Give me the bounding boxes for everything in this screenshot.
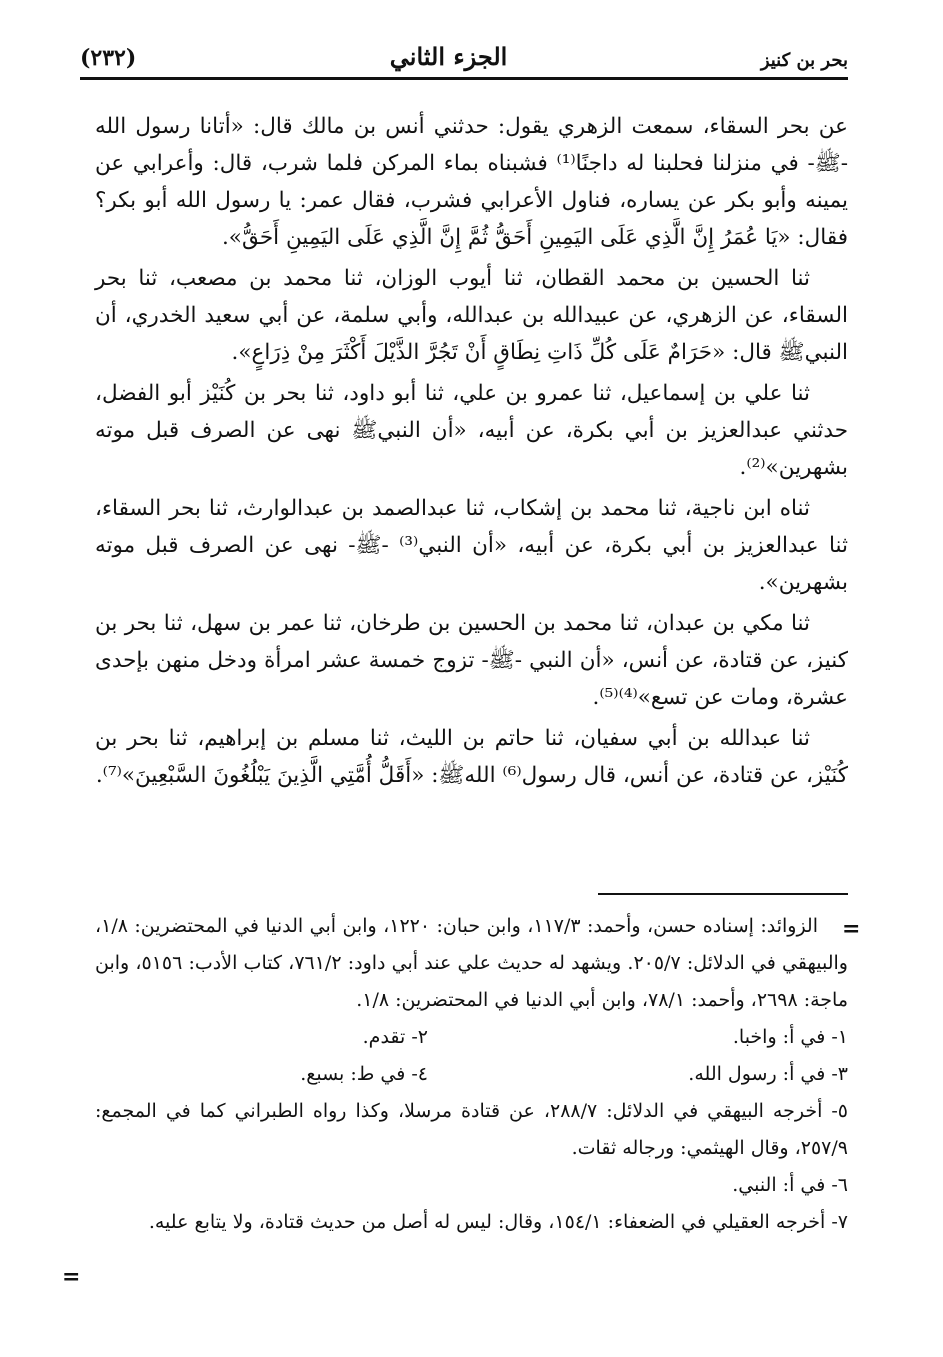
footnote-4: ٤- في ط: بسبع. xyxy=(300,1063,428,1085)
footnote-1: ١- في أ: واخبا. xyxy=(732,1026,848,1048)
part-title: الجزء الثاني xyxy=(389,42,508,71)
paragraph: ثنا علي بن إسماعيل، ثنا عمرو بن علي، ثنا أبو داود، ثنا بحر بن كُنَيْز أبو الفضل، حدثني عبدالعزيز بن أبي بكرة، عن أبيه، «أن النبيﷺ نهى عن الصرف قبل موته بشهرين»⁽²⁾. xyxy=(95,381,848,480)
footnote-5: ٥- أخرجه البيهقي في الدلائل: ٢٨٨/٧، عن قتادة مرسلا، وكذا رواه الطبراني كما في المجمع: ٢٥٧/٩، وقال الهيثمي: ورجاله ثقات. xyxy=(95,1100,849,1159)
footnote-separator xyxy=(598,893,848,895)
footnote-zawaid: الزوائد: إسناده حسن، وأحمد: ١١٧/٣، وابن حبان: ١٢٢٠، وابن أبي الدنيا في المحتضرين: ١/٨، والبيهقي في الدلائل: ٢٠٥/٧. ويشهد له حديث علي عند أبي داود: ٧٦١/٢، كتاب الأدب: ٥١٥٦، وابن ماجة: ٢٦٩٨، وأحمد: ٧٨/١، وابن أبي الدنيا في المحتضرين: ١/٨. xyxy=(95,915,848,1011)
footnote-row xyxy=(95,1019,848,1056)
footnote-row xyxy=(95,1056,848,1093)
page-number: (٢٣٢) xyxy=(80,45,137,71)
continuation-mark: = xyxy=(842,916,861,942)
paragraph: ثنا مكي بن عبدان، ثنا محمد بن الحسين بن طرخان، ثنا عمر بن سهل، ثنا بحر بن كنيز، عن قتادة، عن أنس، «أن النبي -ﷺ- تزوج خمسة عشر امرأة ودخل منهن بإحدى عشرة، ومات عن تسع»⁽⁴⁾⁽⁵⁾. xyxy=(95,611,848,710)
page-header xyxy=(80,32,848,80)
paragraph: ثناه ابن ناجية، ثنا محمد بن إشكاب، ثنا عبدالصمد بن عبدالوارث، ثنا بحر السقاء، ثنا عبدالعزيز بن أبي بكرة، عن أبيه، «أن النبي⁽³⁾ -ﷺ- نهى عن الصرف قبل موته بشهرين». xyxy=(95,496,848,595)
footnote-7: ٧- أخرجه العقيلي في الضعفاء: ١٥٤/١، وقال: ليس له أصل من حديث قتادة، ولا يتابع عليه. xyxy=(148,1211,848,1233)
main-text xyxy=(95,108,848,798)
footnote-6: ٦- في أ: النبي. xyxy=(732,1174,848,1196)
paragraph: عن بحر السقاء، سمعت الزهري يقول: حدثني أنس بن مالك قال: «أتانا رسول الله -ﷺ- في منزلنا فحلبنا له داجنًا⁽¹⁾ فشبناه بماء المركن فلما شرب، قال: وأعرابي عن يمينه وأبو بكر عن يساره، فناول الأعرابي فشرب، فقال عمر: يا رسول الله أبو بكر؟ فقال: «يَا عُمَرُ إِنَّ الَّذِي عَلَى اليَمِينِ أَحَقُّ ثُمَّ إِنَّ الَّذِي عَلَى اليَمِينِ أَحَقُّ». xyxy=(95,114,848,250)
paragraph: ثنا الحسين بن محمد القطان، ثنا أيوب الوزان، ثنا محمد بن مصعب، ثنا بحر السقاء، عن الزهري، عن عبيدالله بن عبدالله، وأبي سلمة، عن أبي سعيد الخدري، أن النبيﷺ قال: «حَرَامٌ عَلَى كُلِّ ذَاتِ نِطَاقٍ أَنْ تَجُرَّ الذَّيْلَ أَكْثَرَ مِنْ ذِرَاعٍ». xyxy=(95,266,848,365)
paragraph: ثنا عبدالله بن أبي سفيان، ثنا حاتم بن الليث، ثنا مسلم بن إبراهيم، ثنا بحر بن كُنَيْز، عن قتادة، عن أنس، قال رسول⁽⁶⁾ اللهﷺ: «أَقَلُّ أُمَّتِي الَّذِينَ يَبْلُغُونَ السَّبْعِينَ»⁽⁷⁾. xyxy=(95,726,848,788)
footnotes xyxy=(95,908,848,1241)
footnote-2: ٢- تقدم. xyxy=(362,1026,428,1048)
continuation-mark: = xyxy=(62,1264,81,1290)
running-head: بحر بن كنيز xyxy=(760,50,848,71)
footnote-3: ٣- في أ: رسول الله. xyxy=(688,1063,848,1085)
